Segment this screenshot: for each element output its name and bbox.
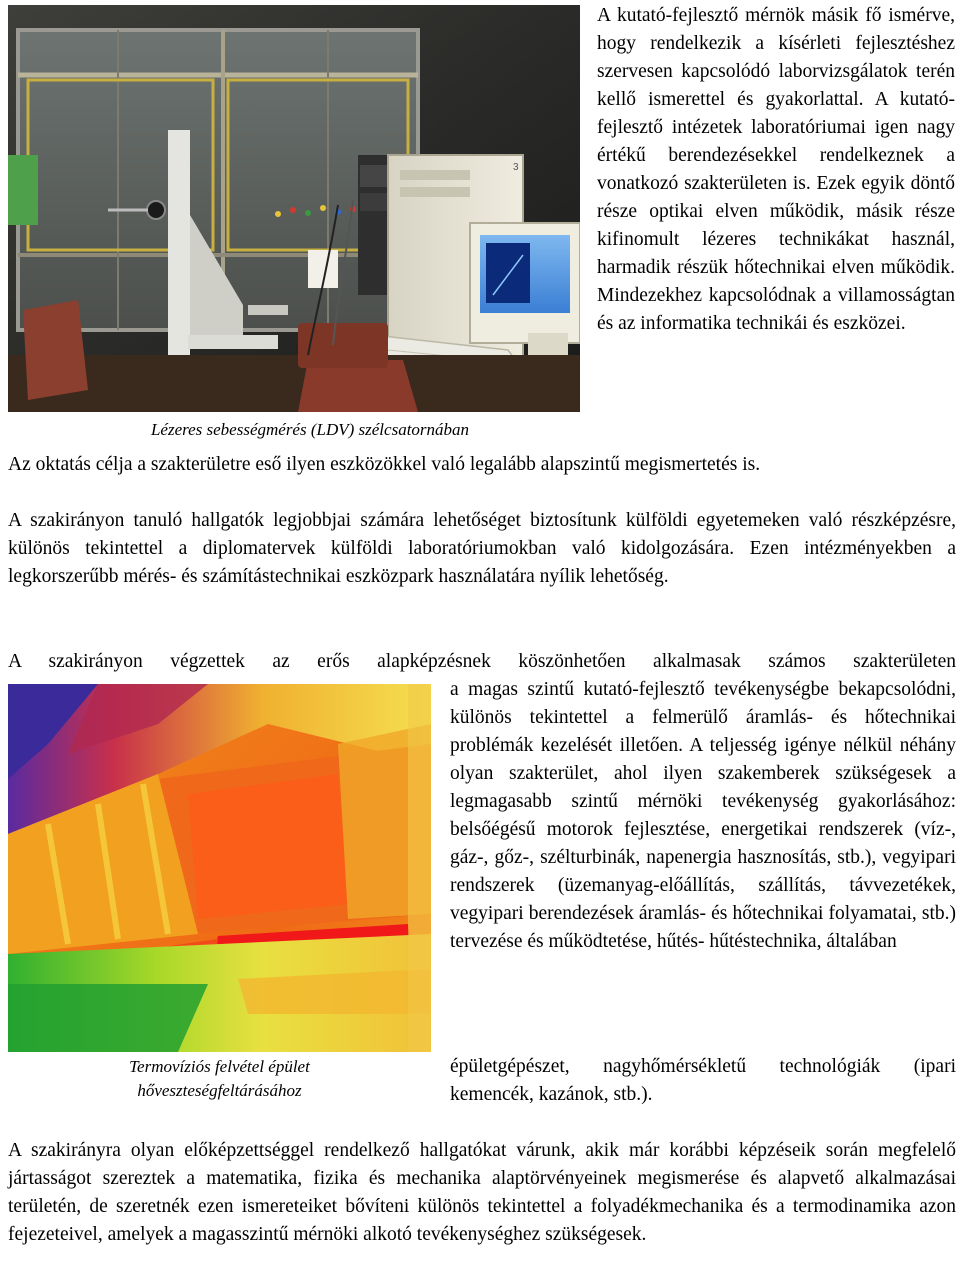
thermo-caption	[8, 1055, 431, 1103]
monitor-screen-number: 3	[513, 162, 519, 173]
text-right-top: A kutató-fejlesztő mérnök másik fő ismérve, hogy rendelkezik a kísérleti fejlesztéshez szervesen kapcsolódó laborvizsgálatok terén kellő ismerettel és gyakorlattal. A kutató-fejlesztő intézetek laboratóriumai igen nagy értékű berendezésekkel rendelkeznek a vonatkozó szakterületen is. Ezek egyik döntő része optikai elven működik, másik része kifinomult lézeres technikákat használ, harmadik részük hőtechnikai elven működik. Mindezekhez kapcsolódnak a villamosságtan és az informatika technikái és eszközei.	[597, 5, 955, 334]
lab-photo-illustration	[8, 5, 580, 412]
thermo-image	[8, 684, 431, 1052]
thermo-caption-line1: Termovíziós felvétel épület	[129, 1057, 310, 1076]
text-szakiranyon: A szakirányon tanuló hallgatók legjobbjai számára lehetőséget biztosítunk külföldi egyetemeken való részképzésre, különös tekintettel a diplomatervek külföldi laboratóriumokban való kidolgozására. Ezen intézményekben a legkorszerűbb mérés- és számítástechnikai eszközpark használatára nyílik lehetőség.	[8, 510, 956, 587]
text-vegzettek-end: épületgépészet, nagyhőmérsékletű technológiák (ipari kemencék, kazánok, stb.).	[450, 1056, 956, 1105]
thermo-caption-line2: hőveszteségfeltárásához	[137, 1081, 302, 1100]
text-vegzettek-right: a magas szintű kutató-fejlesztő tevékenységbe bekapcsolódni, különös tekintettel a felmerülő áramlás- és hőtechnikai problémák kezelését illetően. A teljesség igénye nélkül néhány olyan szakterület, ahol ilyen szakemberek szükségesek a legmagasabb szintű mérnöki tevékenység gyakorlásához: belsőégésű motorok fejlesztése, energetikai rendszerek (víz-, gáz-, gőz-, szélturbinák, napenergia hasznosítás, stb.), vegyipari rendszerek (üzemanyag-előállítás, szállítás, távvezetékek, vegyipari berendezések áramlás- és hőtechnikai folyamatai, stb.) tervezése és működtetése, hűtés- hűtéstechnika, általában	[450, 679, 956, 952]
text-closing: A szakirányra olyan előképzettséggel rendelkező hallgatókat várunk, akik már korábbi képzéseik során megfelelő jártasságot szereztek a matematika, fizika és mechanika alaptörvényeinek megismerése és alapvető alkalmazásai területén, de szeretnék ezen ismereteiket bővíteni különös tekintettel a folyadékmechanika és a termodinamika azon fejezeteivel, amelyek a magasszintű mérnöki alkotó tevékenységhez szükségesek.	[8, 1140, 956, 1245]
text-vegzettek-first-line: A szakirányon végzettek az erős alapképzésnek köszönhetően alkalmasak számos szakterületen	[8, 651, 956, 672]
thermo-image-illustration	[8, 684, 431, 1052]
lab-photo-caption: Lézeres sebességmérés (LDV) szélcsatornában	[150, 420, 470, 439]
lab-photo	[8, 5, 580, 412]
text-oktatas: Az oktatás célja a szakterületre eső ilyen eszközökkel való legalább alapszintű megismertetés is.	[8, 454, 761, 475]
